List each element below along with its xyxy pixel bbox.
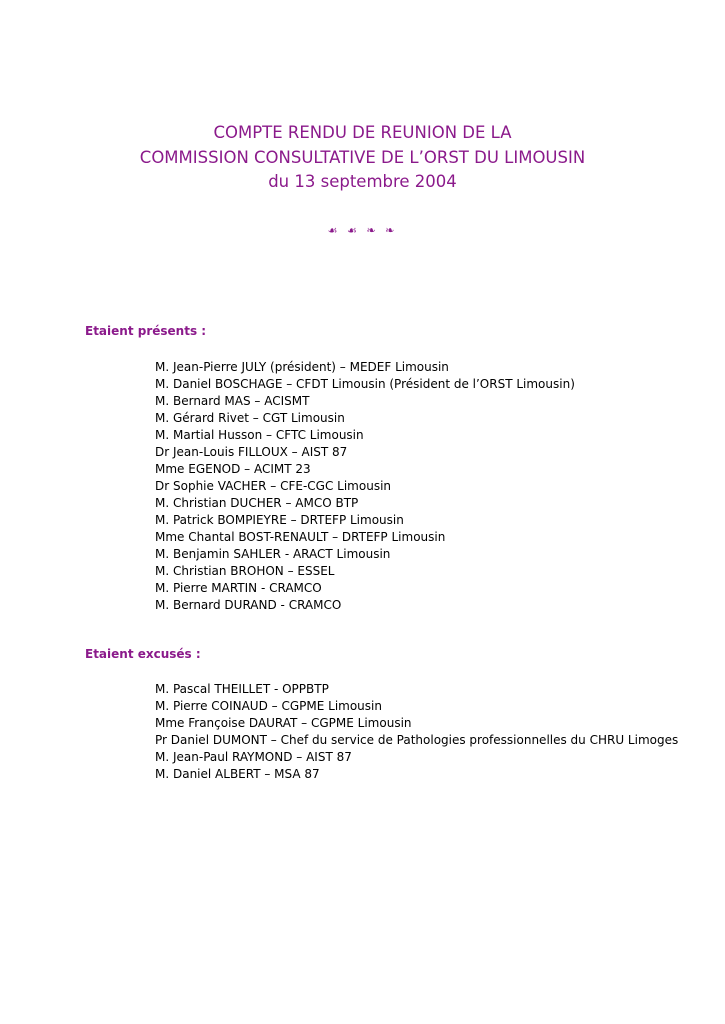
- list-item: M. Jean-Paul RAYMOND – AIST 87: [155, 750, 352, 764]
- list-item: M. Bernard DURAND - CRAMCO: [155, 598, 342, 612]
- list-item: M. Bernard MAS – ACISMT: [155, 394, 310, 408]
- list-item: M. Daniel ALBERT – MSA 87: [155, 767, 320, 781]
- list-item: Mme Françoise DAURAT – CGPME Limousin: [155, 716, 412, 730]
- list-item: M. Benjamin SAHLER - ARACT Limousin: [155, 547, 391, 561]
- present-list: [155, 359, 575, 614]
- list-item: M. Patrick BOMPIEYRE – DRTEFP Limousin: [155, 513, 404, 527]
- list-item: M. Jean-Pierre JULY (président) – MEDEF Limousin: [155, 360, 449, 374]
- list-item: M. Pierre COINAUD – CGPME Limousin: [155, 699, 382, 713]
- list-item: Mme EGENOD – ACIMT 23: [155, 462, 311, 476]
- present-heading: Etaient présents :: [85, 324, 207, 338]
- ornament-dingbats: ☙ ☙ ❧ ❧: [327, 224, 398, 237]
- list-item: M. Pascal THEILLET - OPPBTP: [155, 682, 329, 696]
- list-item: M. Gérard Rivet – CGT Limousin: [155, 411, 345, 425]
- document-title: [0, 121, 725, 195]
- list-item: Pr Daniel DUMONT – Chef du service de Pathologies professionnelles du CHRU Limoges: [155, 733, 679, 747]
- excused-list: [155, 681, 678, 783]
- list-item: Dr Jean-Louis FILLOUX – AIST 87: [155, 445, 348, 459]
- excused-heading: Etaient excusés :: [85, 647, 201, 661]
- list-item: M. Daniel BOSCHAGE – CFDT Limousin (Président de l’ORST Limousin): [155, 377, 575, 391]
- title-line: du 13 septembre 2004: [268, 172, 457, 191]
- list-item: M. Pierre MARTIN - CRAMCO: [155, 581, 322, 595]
- list-item: Dr Sophie VACHER – CFE-CGC Limousin: [155, 479, 392, 493]
- list-item: Mme Chantal BOST-RENAULT – DRTEFP Limousin: [155, 530, 446, 544]
- list-item: M. Christian BROHON – ESSEL: [155, 564, 335, 578]
- title-line: COMPTE RENDU DE REUNION DE LA: [213, 123, 512, 142]
- list-item: M. Martial Husson – CFTC Limousin: [155, 428, 364, 442]
- title-line: COMMISSION CONSULTATIVE DE L’ORST DU LIMOUSIN: [139, 147, 586, 167]
- list-item: M. Christian DUCHER – AMCO BTP: [155, 496, 359, 510]
